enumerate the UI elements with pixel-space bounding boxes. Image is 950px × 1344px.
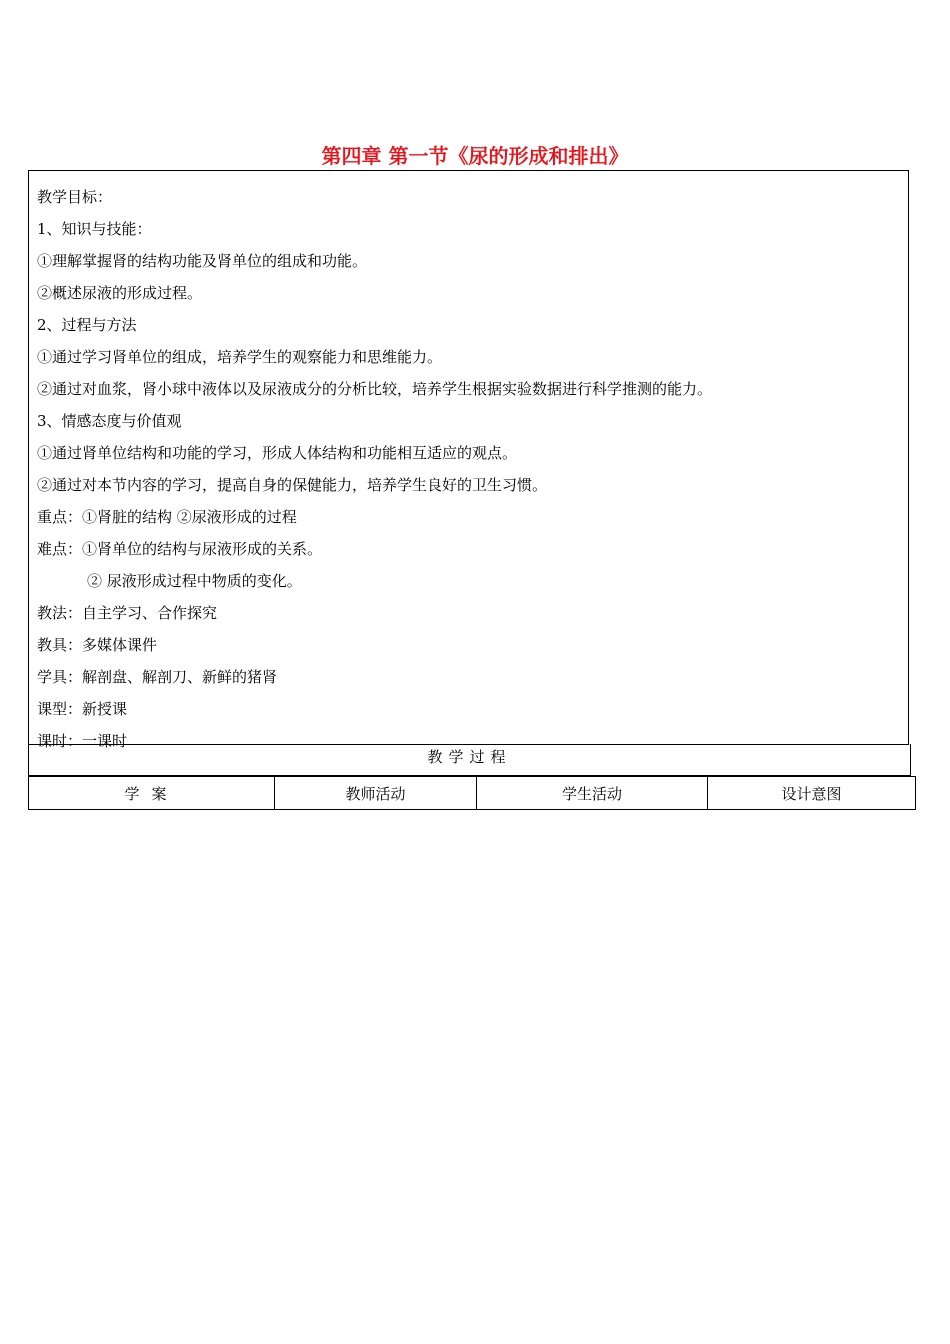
process-item-2: ②通过对血浆，肾小球中液体以及尿液成分的分析比较，培养学生根据实验数据进行科学推测的能力。 — [37, 380, 713, 398]
lesson-type: 课型：新授课 — [37, 700, 128, 718]
process-method-title: 2、过程与方法 — [37, 316, 137, 334]
teaching-objectives-section — [28, 170, 909, 750]
objectives-heading: 教学目标： — [37, 188, 113, 206]
knowledge-item-1: ①理解掌握肾的结构功能及肾单位的组成和功能。 — [37, 252, 368, 270]
process-column-headers — [28, 776, 916, 810]
emotion-item-1: ①通过肾单位结构和功能的学习，形成人体结构和功能相互适应的观点。 — [37, 444, 518, 462]
key-points: 重点：①肾脏的结构 ②尿液形成的过程 — [37, 508, 297, 526]
column-design-intent: 设计意图 — [708, 777, 916, 810]
process-item-1: ①通过学习肾单位的组成，培养学生的观察能力和思维能力。 — [37, 348, 443, 366]
teaching-process-heading: 教学过程 — [28, 744, 911, 776]
lesson-time: 课时：一课时 — [37, 732, 128, 750]
teaching-method: 教法：自主学习、合作探究 — [37, 604, 218, 622]
difficult-points-1: 难点：①肾单位的结构与尿液形成的关系。 — [37, 540, 323, 558]
emotion-item-2: ②通过对本节内容的学习，提高自身的保健能力，培养学生良好的卫生习惯。 — [37, 476, 548, 494]
emotion-values-title: 3、情感态度与价值观 — [37, 412, 182, 430]
column-teacher-activity: 教师活动 — [275, 777, 477, 810]
column-student-activity: 学生活动 — [477, 777, 708, 810]
page-title: 第四章 第一节《尿的形成和排出》 — [321, 144, 629, 168]
student-aids: 学具：解剖盘、解剖刀、新鲜的猪肾 — [37, 668, 278, 686]
table-row — [29, 777, 916, 810]
knowledge-skills-title: 1、知识与技能： — [37, 220, 152, 238]
difficult-points-2: ② 尿液形成过程中物质的变化。 — [87, 572, 302, 590]
teaching-aids: 教具：多媒体课件 — [37, 636, 158, 654]
column-study-plan: 学案 — [29, 777, 275, 810]
knowledge-item-2: ②概述尿液的形成过程。 — [37, 284, 203, 302]
